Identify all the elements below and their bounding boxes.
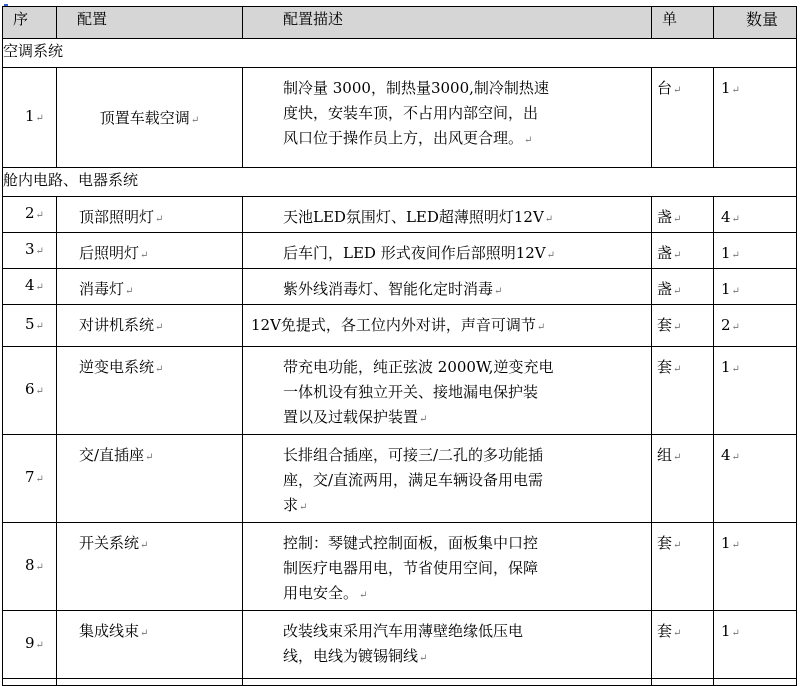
item-description (243, 611, 652, 679)
paragraph-mark: ↵ (673, 286, 682, 297)
description-line: 置以及过载保护装置↵ (283, 408, 428, 426)
header-desc: 配置描述 (243, 7, 652, 39)
paragraph-mark: ↵ (731, 628, 740, 639)
row-number: 4↵ (3, 269, 57, 305)
item-quantity: 4↵ (714, 197, 797, 233)
item-name: 消毒灯↵ (57, 269, 243, 305)
paragraph-mark: ↵ (731, 322, 740, 333)
description-line: 12V免提式，各工位内外对讲，声音可调节↵ (251, 316, 546, 334)
paragraph-mark: ↵ (35, 282, 44, 293)
paragraph-mark: ↵ (673, 214, 682, 225)
table-row (3, 68, 797, 168)
item-description (243, 233, 652, 269)
paragraph-mark: ↵ (140, 628, 149, 639)
paragraph-mark: ↵ (731, 540, 740, 551)
item-unit: 套↵ (652, 611, 714, 679)
paragraph-mark: ↵ (419, 414, 428, 425)
paragraph-mark: ↵ (125, 286, 134, 297)
item-name: 对讲机系统↵ (57, 305, 243, 347)
item-quantity: 1↵ (714, 269, 797, 305)
paragraph-mark: ↵ (155, 364, 164, 375)
paragraph-mark: ↵ (35, 474, 44, 485)
paragraph-mark: ↵ (140, 540, 149, 551)
paragraph-mark: ↵ (524, 135, 533, 146)
section-title: 空调系统 (3, 39, 797, 68)
description-line: 求↵ (283, 496, 308, 514)
description-line: 制冷量 3000，制热量3000,制冷制热速 (283, 79, 549, 97)
paragraph-mark: ↵ (35, 246, 44, 257)
paragraph-mark: ↵ (731, 364, 740, 375)
item-description (243, 305, 652, 347)
item-unit: 盏↵ (652, 233, 714, 269)
paragraph-mark: ↵ (673, 364, 682, 375)
cut-off-cell (714, 679, 797, 686)
description-line: 改装线束采用汽车用薄壁绝缘低压电 (283, 622, 524, 640)
item-name: 集成线束↵ (57, 611, 243, 679)
item-description (243, 523, 652, 611)
paragraph-mark: ↵ (35, 113, 44, 124)
paragraph-mark: ↵ (155, 322, 164, 333)
description-line: 座，交/直流两用，满足车辆设备用电需 (283, 471, 544, 489)
paragraph-mark: ↵ (35, 562, 44, 573)
description-line: 风口位于操作员上方，出风更合理。↵ (283, 129, 533, 147)
item-name: 交/直插座↵ (57, 435, 243, 523)
description-line: 制医疗电器用电，节省使用空间，保障 (283, 559, 539, 577)
paragraph-mark: ↵ (190, 115, 200, 126)
cut-off-cell (243, 679, 652, 686)
header-unit: 单 (652, 7, 714, 39)
item-unit: 套↵ (652, 347, 714, 435)
description-line: 紫外线消毒灯、智能化定时消毒↵ (283, 280, 503, 298)
item-unit: 盏↵ (652, 197, 714, 233)
cut-off-cell (57, 679, 243, 686)
paragraph-mark: ↵ (544, 214, 554, 225)
description-line: 带充电功能，纯正弦波 2000W,逆变充电 (283, 358, 554, 376)
row-number: 8↵ (3, 523, 57, 611)
paragraph-mark: ↵ (35, 640, 44, 651)
row-number: 9↵ (3, 611, 57, 679)
paragraph-mark: ↵ (536, 322, 546, 333)
description-line: 天池LED氛围灯、LED超薄照明灯12V↵ (283, 208, 554, 226)
table-row (3, 269, 797, 305)
configuration-table (2, 6, 797, 686)
item-quantity: 2↵ (714, 305, 797, 347)
description-line: 一体机设有独立开关、接地漏电保护装 (283, 383, 539, 401)
item-description (243, 435, 652, 523)
item-name: 逆变电系统↵ (57, 347, 243, 435)
item-unit: 盏↵ (652, 269, 714, 305)
cut-off-cell (3, 679, 57, 686)
item-quantity: 1↵ (714, 611, 797, 679)
paragraph-mark: ↵ (35, 386, 44, 397)
table-row (3, 233, 797, 269)
item-description (243, 347, 652, 435)
paragraph-mark: ↵ (673, 540, 682, 551)
description-line: 控制：琴键式控制面板，面板集中口控 (283, 534, 539, 552)
item-name: 后照明灯↵ (57, 233, 243, 269)
table-row (3, 435, 797, 523)
paragraph-mark: ↵ (35, 321, 44, 332)
table-row (3, 347, 797, 435)
paragraph-mark: ↵ (673, 452, 682, 463)
item-quantity: 1↵ (714, 523, 797, 611)
paragraph-mark: ↵ (140, 250, 149, 261)
paragraph-mark: ↵ (673, 628, 682, 639)
item-name: 顶部照明灯↵ (57, 197, 243, 233)
item-name: 开关系统↵ (57, 523, 243, 611)
paragraph-mark: ↵ (299, 502, 308, 513)
table-header-row (3, 7, 797, 39)
item-description (243, 269, 652, 305)
row-number: 1↵ (3, 68, 57, 168)
paragraph-mark: ↵ (731, 214, 740, 225)
paragraph-mark: ↵ (731, 286, 740, 297)
row-number: 7↵ (3, 435, 57, 523)
cut-off-row (3, 679, 797, 686)
item-unit: 套↵ (652, 305, 714, 347)
item-quantity: 1↵ (714, 233, 797, 269)
item-unit: 台↵ (652, 68, 714, 168)
paragraph-mark: ↵ (731, 250, 740, 261)
header-no: 序 (3, 7, 57, 39)
row-number: 5↵ (3, 305, 57, 347)
paragraph-mark: ↵ (35, 210, 44, 221)
table-row (3, 523, 797, 611)
paragraph-mark: ↵ (494, 286, 503, 297)
paragraph-mark: ↵ (731, 85, 740, 96)
description-line: 度快，安装车顶，不占用内部空间，出 (283, 104, 539, 122)
item-unit: 组↵ (652, 435, 714, 523)
paragraph-mark: ↵ (673, 85, 682, 96)
item-description (243, 68, 652, 168)
paragraph-mark: ↵ (546, 250, 556, 261)
item-description (243, 197, 652, 233)
table-row (3, 197, 797, 233)
item-name: 顶置车载空调↵ (57, 68, 243, 168)
paragraph-mark: ↵ (731, 452, 740, 463)
description-line: 用电安全。↵ (283, 584, 368, 602)
description-line: 长排组合插座，可接三/二孔的多功能插 (283, 446, 544, 464)
item-quantity: 4↵ (714, 435, 797, 523)
section-row (3, 168, 797, 197)
table-row (3, 611, 797, 679)
paragraph-mark: ↵ (145, 452, 154, 463)
row-number: 6↵ (3, 347, 57, 435)
table-row (3, 305, 797, 347)
section-row (3, 39, 797, 68)
header-qty: 数量 (714, 7, 797, 39)
header-name: 配置 (57, 7, 243, 39)
item-quantity: 1↵ (714, 347, 797, 435)
description-line: 线，电线为镀锡铜线↵ (283, 647, 428, 665)
paragraph-mark: ↵ (155, 214, 164, 225)
description-line: 后车门，LED 形式夜间作后部照明12V↵ (283, 244, 556, 262)
paragraph-mark: ↵ (359, 590, 368, 601)
paragraph-mark: ↵ (673, 322, 682, 333)
paragraph-mark: ↵ (673, 250, 682, 261)
item-quantity: 1↵ (714, 68, 797, 168)
paragraph-mark: ↵ (419, 653, 428, 664)
row-number: 3↵ (3, 233, 57, 269)
item-unit: 套↵ (652, 523, 714, 611)
section-title: 舱内电路、电器系统 (3, 168, 797, 197)
row-number: 2↵ (3, 197, 57, 233)
cut-off-cell (652, 679, 714, 686)
